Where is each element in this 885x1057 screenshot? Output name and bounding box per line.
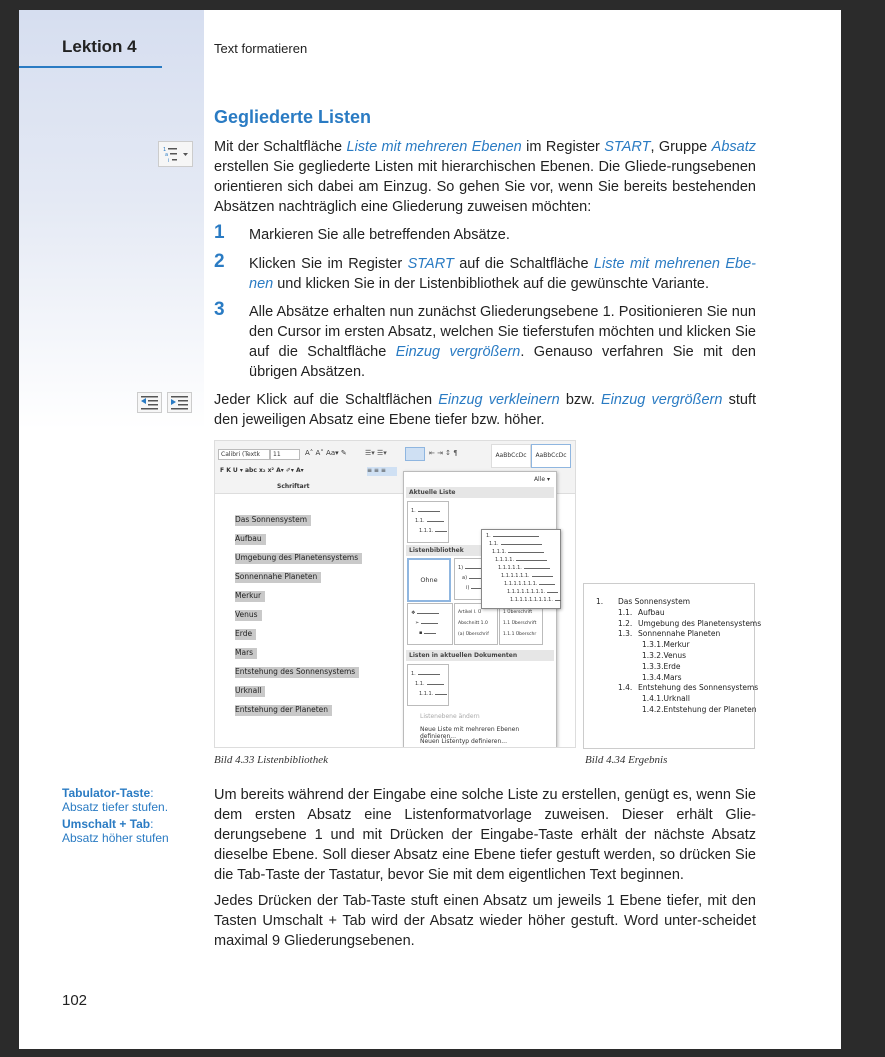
margin-note-tab: Tabulator-Taste: Absatz tiefer stufen. xyxy=(62,786,169,814)
doc-line-wrap xyxy=(235,697,362,716)
flyout-level xyxy=(507,589,558,595)
result-num: 1.3.4. xyxy=(642,672,664,682)
text: Mit der Schaltfläche xyxy=(214,139,347,155)
menu-define-multilevel-list[interactable]: Neue Liste mit mehreren Ebenen definieren... xyxy=(420,726,520,740)
thumb-line xyxy=(424,633,436,634)
thumb-line xyxy=(418,511,440,512)
all-filter[interactable]: Alle ▾ xyxy=(533,476,550,483)
doc-line: Entstehung des Sonnensystems xyxy=(235,667,359,678)
thumb-line xyxy=(427,684,444,685)
result-list-item xyxy=(618,683,758,694)
note-key: Tabulator-Taste xyxy=(62,786,151,800)
result-text: Merkur xyxy=(663,640,690,650)
text: , Gruppe xyxy=(650,139,712,155)
thumb-num: 1.1.1. xyxy=(419,528,434,534)
ui-term: Liste mit mehrenen Ebe-nen xyxy=(249,256,757,292)
thumb-line xyxy=(435,694,447,695)
result-list-item xyxy=(618,608,665,619)
margin-note-shift-tab: Umschalt + Tab: Absatz höher stufen xyxy=(62,817,169,845)
style-nospacing[interactable]: AaBbCcDc xyxy=(531,444,571,468)
thumb-num: ❖ xyxy=(411,610,416,616)
thumb-text: (a) Überschrif xyxy=(458,632,489,637)
thumb-line xyxy=(427,521,444,522)
section-docs-lists: Listen in aktuellen Dokumenten xyxy=(406,650,554,661)
text: im Register xyxy=(521,139,605,155)
thumb-line xyxy=(421,623,438,624)
doc-line: Entstehung der Planeten xyxy=(235,705,332,716)
list-article-option[interactable] xyxy=(454,603,498,645)
font-format-icons: F K U ▾ abc x₂ x² A▾ ✐▾ A▾ xyxy=(220,467,304,474)
text: . Genauso verfahren Sie mit den übrigen Absätzen. xyxy=(249,344,756,380)
flyout-level xyxy=(486,533,539,539)
multilevel-list-icon xyxy=(158,141,193,167)
doc-line-wrap xyxy=(235,621,362,640)
text: stuft den jeweiligen Absatz eine Ebene tiefer bzw. höher. xyxy=(214,392,756,428)
flyout-num: 1.1.1.1.1.1.1. xyxy=(504,581,538,587)
thumb-text: Abschnitt 1.0 xyxy=(458,621,488,626)
note-key: Umschalt + Tab xyxy=(62,817,151,831)
result-num: 1.1. xyxy=(618,607,633,617)
thumb-num: a) xyxy=(462,575,468,581)
figure-caption-2: Bild 4.34 Ergebnis xyxy=(585,754,668,766)
text: Alle Absätze erhalten nun zunächst Gliederungsebene 1. Positionieren Sie nun den Cursor im ersten Absatz, welchen Sie tieferstufen möchten und klicken Sie auf die Schaltfläche xyxy=(249,304,756,360)
lesson-label: Lektion 4 xyxy=(62,37,137,56)
decrease-indent-icon xyxy=(137,392,162,413)
doc-list-thumb[interactable] xyxy=(407,664,449,706)
result-num: 1. xyxy=(596,597,604,606)
svg-text:a: a xyxy=(165,152,169,158)
doc-line: Urknall xyxy=(235,686,265,697)
thumb-level xyxy=(411,508,440,514)
note-text: Absatz tiefer stufen. xyxy=(62,800,169,814)
document-text-selection xyxy=(235,507,362,716)
thumb-line xyxy=(418,674,440,675)
doc-line: Erde xyxy=(235,629,256,640)
result-text: Aufbau xyxy=(638,607,665,617)
flyout-num: 1.1.1.1.1.1.1.1.1. xyxy=(510,597,553,603)
flyout-level xyxy=(501,573,553,579)
list-bullet-option[interactable] xyxy=(407,603,453,645)
result-num: 1.3.1. xyxy=(642,640,664,650)
thumb-line xyxy=(417,613,439,614)
multilevel-list-button[interactable] xyxy=(405,447,425,461)
text: erstellen Sie gegliederte Listen mit hierarchischen Ebenen. Die Gliede-rungsebenen orientieren sich dabei am Einzug. So gehen Sie vor, wenn Sie bereits bestehenden Absätzen nachträglich eine Gliederung zuweisen möchten: xyxy=(214,159,756,215)
flyout-level xyxy=(504,581,555,587)
flyout-level xyxy=(492,549,544,555)
thumb-num: 1) xyxy=(458,565,464,571)
svg-text:1: 1 xyxy=(163,147,167,153)
flyout-num: 1.1.1.1.1.1. xyxy=(501,573,530,579)
list-preview-flyout xyxy=(481,529,561,609)
result-text: Urknall xyxy=(663,694,690,704)
flyout-num: 1.1.1.1. xyxy=(495,557,515,563)
result-text: Sonnennahe Planeten xyxy=(638,629,721,639)
list-none-option[interactable]: Ohne xyxy=(407,558,451,602)
step-number: 3 xyxy=(214,299,225,320)
intro-paragraph xyxy=(214,137,756,217)
thumb-text: 1 Überschrift xyxy=(503,610,533,615)
figure-caption-1: Bild 4.33 Listenbibliothek xyxy=(214,754,328,766)
window-right-bar xyxy=(841,0,885,1057)
result-text: Entstehung der Planeten xyxy=(663,705,757,714)
flyout-num: 1. xyxy=(486,533,491,539)
ui-term: START xyxy=(604,139,651,155)
flyout-line xyxy=(532,576,553,577)
step-number: 1 xyxy=(214,222,225,243)
list-heading-option[interactable] xyxy=(499,603,543,645)
flyout-line xyxy=(555,600,561,601)
align-buttons-icons: ≡ ≡ ≡ xyxy=(367,467,397,476)
thumb-num: 1.1. xyxy=(415,681,425,687)
ui-term: Einzug vergrößern xyxy=(601,392,723,408)
font-name-box: Calibri (Textk xyxy=(218,449,270,460)
flyout-num: 1.1. xyxy=(489,541,499,547)
step-number: 2 xyxy=(214,251,225,272)
menu-define-list-style[interactable]: Neuen Listentyp definieren... xyxy=(420,738,507,745)
window-top-bar xyxy=(0,0,841,10)
thumb-num: i) xyxy=(466,585,470,591)
doc-line-wrap xyxy=(235,602,362,621)
ui-term: START xyxy=(407,256,454,272)
section-list-library: Listenbibliothek xyxy=(406,545,554,556)
result-list-item xyxy=(618,629,720,640)
doc-line-wrap xyxy=(235,526,362,545)
figure-list-library-screenshot xyxy=(214,440,576,748)
flyout-level xyxy=(498,565,550,571)
thumb-num: 1. xyxy=(411,671,416,677)
result-list-item xyxy=(642,673,682,684)
flyout-level xyxy=(510,597,561,603)
paragraph-3: Jedes Drücken der Tab-Taste stuft einen Absatz um jeweils 1 Ebene tiefer, mit den Tasten Umschalt + Tab wird der Absatz wieder höher gestuft. Word unter-scheidet maximal 9 Gliederungsebenen. xyxy=(214,893,756,949)
ui-term: Einzug verkleinern xyxy=(438,392,560,408)
section-current-list: Aktuelle Liste xyxy=(406,487,554,498)
result-list-item xyxy=(642,651,686,662)
note-text: Absatz höher stufen xyxy=(62,831,169,845)
doc-line: Umgebung des Planetensystems xyxy=(235,553,362,564)
result-num: 1.4. xyxy=(618,683,633,693)
thumb-level xyxy=(411,610,439,616)
result-num: 1.4.2. xyxy=(642,705,664,714)
text: bzw. xyxy=(559,392,602,408)
result-list-item xyxy=(642,662,681,673)
ui-term: Einzug vergrößern xyxy=(395,344,521,360)
doc-line-wrap xyxy=(235,564,362,583)
thumb-line xyxy=(435,531,447,532)
doc-line: Mars xyxy=(235,648,257,659)
font-size-box: 11 xyxy=(270,449,300,460)
ribbon-group-label: Schriftart xyxy=(277,483,310,490)
result-text: Entstehung des Sonnensystems xyxy=(638,683,759,693)
document-page xyxy=(19,10,841,1049)
thumb-level xyxy=(419,630,436,636)
flyout-line xyxy=(539,584,555,585)
list-buttons-icons: ☰▾ ☰▾ xyxy=(365,449,387,457)
result-text: Erde xyxy=(663,661,681,671)
flyout-level xyxy=(489,541,542,547)
multilevel-list-dropdown xyxy=(403,471,557,748)
result-num: 1.3.3. xyxy=(642,661,664,671)
flyout-num: 1.1.1.1.1. xyxy=(498,565,522,571)
grow-font-icon: A˄ A˅ Aa▾ ✎ xyxy=(305,449,347,457)
doc-line-wrap xyxy=(235,640,362,659)
thumb-level xyxy=(419,528,447,534)
doc-line-wrap xyxy=(235,678,362,697)
flyout-line xyxy=(493,536,539,537)
figure-result xyxy=(583,583,762,749)
thumb-num: 1.1.1. xyxy=(419,691,434,697)
doc-line: Das Sonnensystem xyxy=(235,515,311,526)
style-normal[interactable]: AaBbCcDc xyxy=(491,444,531,468)
result-list-item xyxy=(642,694,690,705)
menu-change-list-level[interactable]: Listenebene ändern xyxy=(420,713,480,720)
thumb-level xyxy=(415,518,444,524)
text: Jeder Klick auf die Schaltflächen xyxy=(214,392,439,408)
flyout-num: 1.1.1. xyxy=(492,549,507,555)
running-title: Text formatieren xyxy=(214,41,308,56)
result-text: Venus xyxy=(663,651,687,660)
doc-line: Sonnennahe Planeten xyxy=(235,572,321,583)
thumb-num: 1. xyxy=(411,508,416,514)
thumb-num: ▪ xyxy=(419,630,423,636)
doc-line: Aufbau xyxy=(235,534,266,545)
flyout-line xyxy=(524,568,550,569)
current-list-thumb[interactable] xyxy=(407,501,449,543)
result-text: Das Sonnensystem xyxy=(618,597,691,606)
result-text: Mars xyxy=(663,672,682,682)
text: und klicken Sie in der Listenbibliothek auf die gewünschte Variante. xyxy=(273,276,710,292)
ui-term: Liste mit mehreren Ebenen xyxy=(346,139,522,155)
step-text xyxy=(249,302,756,382)
page-number: 102 xyxy=(62,992,88,1009)
ui-term: Absatz xyxy=(711,139,756,155)
flyout-line xyxy=(547,592,558,593)
flyout-line xyxy=(516,560,547,561)
flyout-num: 1.1.1.1.1.1.1.1. xyxy=(507,589,546,595)
indent-sort-icons: ⇤ ⇥ ↕ ¶ xyxy=(429,449,458,457)
result-list-item xyxy=(596,597,690,608)
text: Klicken Sie im Register xyxy=(249,256,408,272)
result-list-item xyxy=(642,640,690,651)
thumb-text: 1.1.1 Überschr xyxy=(503,632,537,637)
step-text: Markieren Sie alle betreffenden Absätze. xyxy=(249,227,510,243)
doc-line-wrap xyxy=(235,659,362,678)
thumb-text: 1.1 Überschrift xyxy=(503,621,537,626)
thumb-num: ➢ xyxy=(415,620,420,626)
thumb-level xyxy=(415,620,438,626)
flyout-line xyxy=(501,544,542,545)
doc-line-wrap xyxy=(235,583,362,602)
thumb-level xyxy=(411,671,440,677)
result-num: 1.3.2. xyxy=(642,651,664,660)
result-list-item xyxy=(642,705,757,716)
thumb-level xyxy=(415,681,444,687)
doc-line: Venus xyxy=(235,610,262,621)
result-num: 1.4.1. xyxy=(642,694,664,704)
text: auf die Schaltfläche xyxy=(453,256,594,272)
svg-text:i: i xyxy=(168,158,170,164)
paragraph-2: Um bereits während der Eingabe eine solche Liste zu erstellen, genügt es, wenn Sie dem ersten Absatz eine Listenformatvorlage zuweisen. Dieser erhält Glie-derungsebene 1 und mit Drücken der Eingabe-Taste erhält der nächste Absatz dieselbe Ebene. Soll dieser Absatz eine Ebene tiefer gestuft werden, so drücken Sie die Tab-Taste der Tastatur, bevor Sie mit dem eigentlichen Text beginnen. xyxy=(214,787,756,883)
doc-line: Merkur xyxy=(235,591,265,602)
flyout-level xyxy=(495,557,547,563)
sidebar-background xyxy=(19,10,204,430)
section-title: Gegliederte Listen xyxy=(214,107,372,127)
result-num: 1.2. xyxy=(618,618,633,628)
doc-line-wrap xyxy=(235,545,362,564)
result-text: Umgebung des Planetensystems xyxy=(638,618,762,628)
increase-indent-icon xyxy=(167,392,192,413)
doc-line-wrap xyxy=(235,507,362,526)
thumb-num: 1.1. xyxy=(415,518,425,524)
indent-paragraph xyxy=(214,390,756,430)
lesson-underline xyxy=(19,66,162,68)
thumb-text: Artikel I. Ü xyxy=(458,610,482,615)
step-text xyxy=(249,254,756,294)
thumb-level xyxy=(419,691,447,697)
result-list-item xyxy=(618,619,761,630)
result-num: 1.3. xyxy=(618,629,633,639)
flyout-line xyxy=(508,552,544,553)
